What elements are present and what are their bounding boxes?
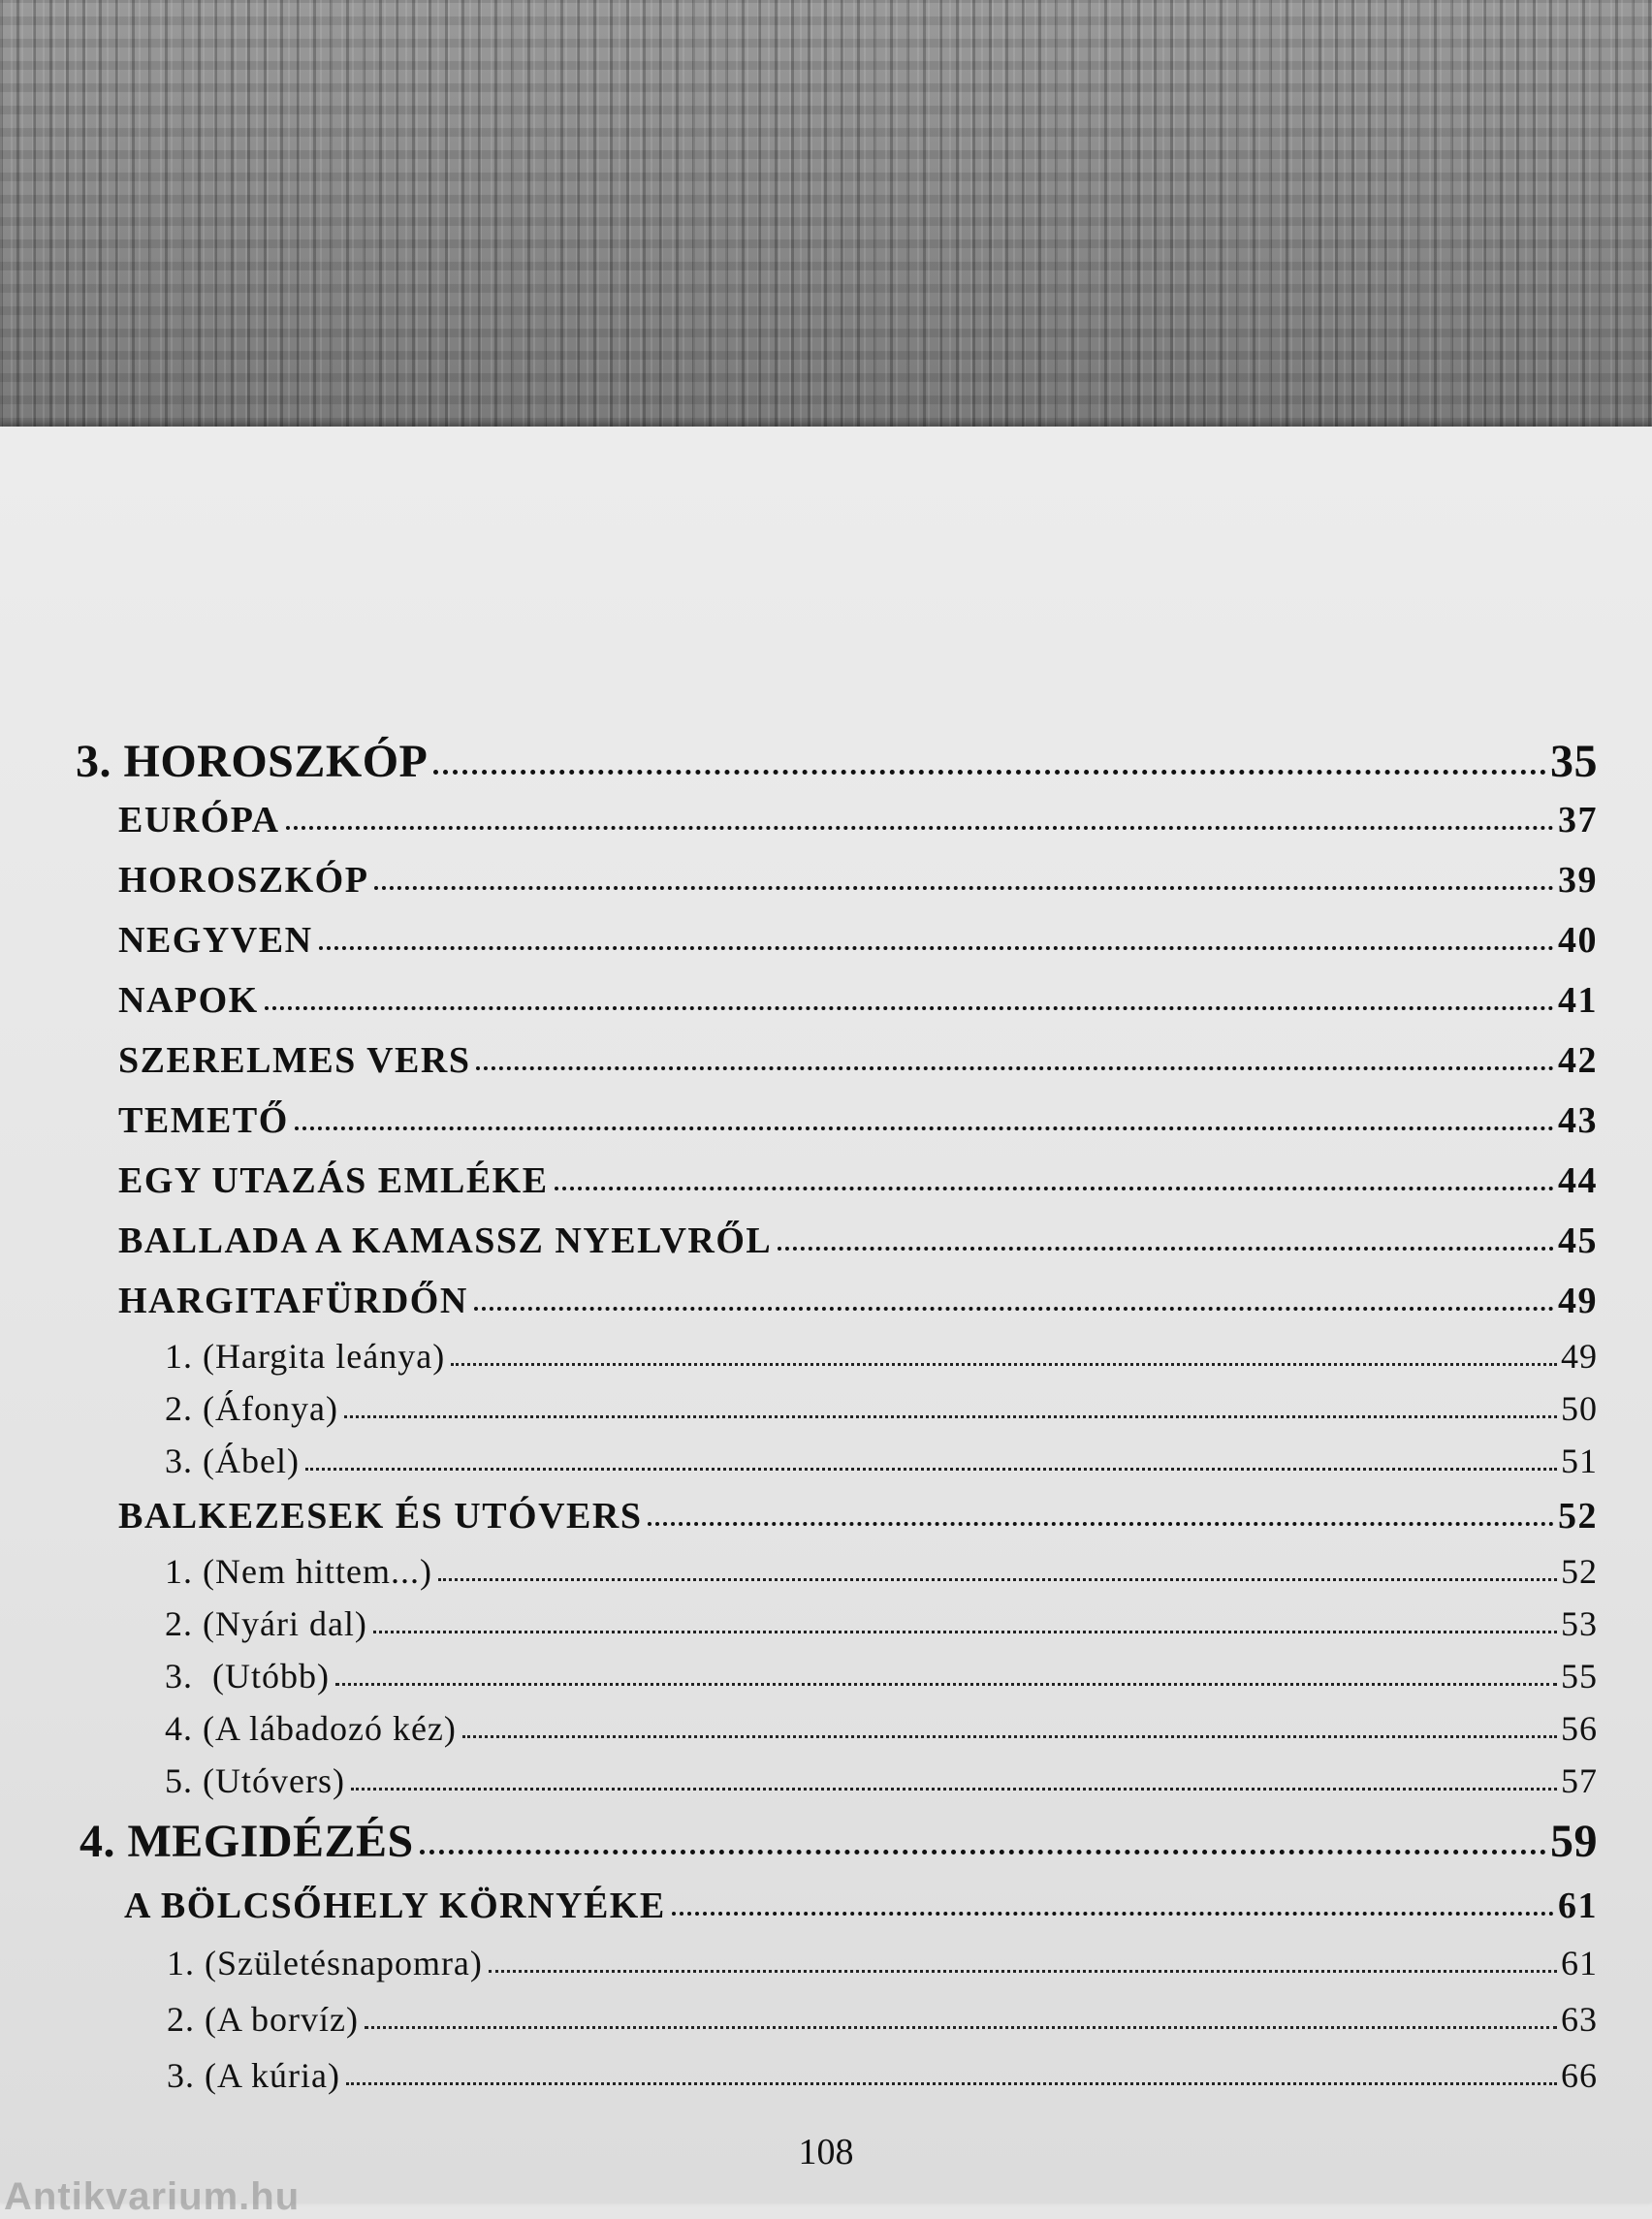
dot-leader bbox=[319, 946, 1554, 950]
toc-entry-title: SZERELMES VERS bbox=[118, 1040, 471, 1081]
toc-page-number: 66 bbox=[1561, 2056, 1598, 2095]
toc-entry-title: 3. (Ábel) bbox=[165, 1442, 300, 1480]
toc-page-number: 53 bbox=[1561, 1604, 1598, 1643]
toc-page-number: 52 bbox=[1561, 1552, 1598, 1591]
toc-entry-title: 2. (A borvíz) bbox=[167, 2000, 359, 2039]
dot-leader bbox=[438, 1578, 1557, 1581]
dot-leader bbox=[555, 1187, 1554, 1190]
toc-item bbox=[167, 2055, 1598, 2096]
toc-entry-title: EGY UTAZÁS EMLÉKE bbox=[118, 1160, 549, 1201]
toc-entry-title: 1. (Hargita leánya) bbox=[165, 1337, 446, 1376]
toc-page-number: 39 bbox=[1558, 860, 1598, 901]
dot-leader bbox=[474, 1307, 1554, 1311]
toc-page-number: 43 bbox=[1558, 1100, 1598, 1141]
dot-leader bbox=[778, 1247, 1554, 1251]
toc-section bbox=[118, 1220, 1598, 1262]
fabric-background bbox=[0, 0, 1652, 427]
toc-page-number: 55 bbox=[1561, 1657, 1598, 1696]
toc-page-number: 49 bbox=[1558, 1281, 1598, 1321]
dot-leader bbox=[462, 1735, 1557, 1738]
toc-item bbox=[167, 1999, 1598, 2040]
dot-leader bbox=[420, 1850, 1546, 1854]
toc-entry-title: 4. (A lábadozó kéz) bbox=[165, 1709, 457, 1748]
toc-page-number: 37 bbox=[1558, 800, 1598, 840]
toc-entry-title: HOROSZKÓP bbox=[118, 860, 369, 901]
toc-item bbox=[165, 1603, 1598, 1644]
dot-leader bbox=[489, 1970, 1557, 1973]
toc-item bbox=[165, 1656, 1598, 1696]
toc-entry-title: 2. (Áfonya) bbox=[165, 1389, 338, 1428]
toc-entry-title: TEMETŐ bbox=[118, 1100, 289, 1141]
dot-leader bbox=[373, 1631, 1557, 1633]
toc-chapter-3 bbox=[76, 735, 1598, 788]
dot-leader bbox=[335, 1683, 1557, 1686]
toc-section bbox=[118, 859, 1598, 902]
dot-leader bbox=[286, 826, 1554, 830]
toc-page-number: 63 bbox=[1561, 2000, 1598, 2039]
toc-item bbox=[165, 1760, 1598, 1801]
dot-leader bbox=[451, 1363, 1557, 1366]
toc-entry-title: BALLADA A KAMASSZ NYELVRŐL bbox=[118, 1220, 773, 1261]
dot-leader bbox=[351, 1788, 1557, 1791]
toc-entry-title: 4. MEGIDÉZÉS bbox=[79, 1816, 414, 1867]
toc-page-number: 52 bbox=[1558, 1496, 1598, 1537]
toc-page-number: 50 bbox=[1561, 1389, 1598, 1428]
toc-page-number: 59 bbox=[1550, 1816, 1598, 1867]
toc-section bbox=[118, 919, 1598, 962]
toc-item bbox=[165, 1708, 1598, 1749]
toc-item bbox=[165, 1336, 1598, 1377]
toc-entry-title: EURÓPA bbox=[118, 800, 280, 840]
toc-page-number: 40 bbox=[1558, 920, 1598, 961]
toc-page-number: 61 bbox=[1558, 1886, 1598, 1926]
toc-page-number: 57 bbox=[1561, 1761, 1598, 1800]
toc-page-number: 61 bbox=[1561, 1944, 1598, 1982]
toc-entry-title: 3. HOROSZKÓP bbox=[76, 736, 429, 787]
toc-page-number: 35 bbox=[1550, 736, 1598, 787]
dot-leader bbox=[344, 1415, 1557, 1418]
toc-entry-title: BALKEZESEK ÉS UTÓVERS bbox=[118, 1496, 643, 1537]
toc-item bbox=[165, 1441, 1598, 1481]
toc-section bbox=[118, 799, 1598, 841]
toc-chapter-4 bbox=[79, 1815, 1598, 1868]
toc-item bbox=[165, 1551, 1598, 1592]
book-page bbox=[0, 427, 1652, 2218]
toc-section bbox=[118, 1099, 1598, 1142]
dot-leader bbox=[365, 2026, 1557, 2029]
toc-page-number: 45 bbox=[1558, 1220, 1598, 1261]
toc-item bbox=[165, 1388, 1598, 1429]
toc-page-number: 56 bbox=[1561, 1709, 1598, 1748]
toc-page-number: 42 bbox=[1558, 1040, 1598, 1081]
table-of-contents bbox=[0, 427, 1652, 2203]
toc-entry-title: 5. (Utóvers) bbox=[165, 1761, 345, 1800]
dot-leader bbox=[476, 1066, 1554, 1070]
toc-entry-title: NAPOK bbox=[118, 980, 259, 1021]
toc-entry-title: 2. (Nyári dal) bbox=[165, 1604, 367, 1643]
dot-leader bbox=[265, 1006, 1554, 1010]
toc-section bbox=[118, 1280, 1598, 1322]
toc-entry-title: NEGYVEN bbox=[118, 920, 313, 961]
toc-page-number: 41 bbox=[1558, 980, 1598, 1021]
toc-entry-title: 3. (A kúria) bbox=[167, 2056, 340, 2095]
toc-page-number: 51 bbox=[1561, 1442, 1598, 1480]
toc-section bbox=[118, 1495, 1598, 1537]
dot-leader bbox=[433, 770, 1546, 775]
dot-leader bbox=[374, 886, 1554, 890]
toc-section bbox=[118, 1039, 1598, 1082]
dot-leader bbox=[672, 1912, 1554, 1916]
dot-leader bbox=[648, 1522, 1554, 1526]
toc-entry-title: 1. (Nem hittem...) bbox=[165, 1552, 432, 1591]
dot-leader bbox=[305, 1468, 1557, 1471]
toc-entry-title: A BÖLCSŐHELY KÖRNYÉKE bbox=[124, 1886, 666, 1926]
toc-page-number: 44 bbox=[1558, 1160, 1598, 1201]
dot-leader bbox=[346, 2082, 1557, 2085]
toc-section bbox=[118, 979, 1598, 1022]
toc-section bbox=[124, 1885, 1598, 1927]
page-number: 108 bbox=[798, 2132, 854, 2172]
watermark-logo: Antikvarium.hu bbox=[4, 2175, 301, 2218]
toc-item bbox=[167, 1943, 1598, 1983]
toc-page-number: 49 bbox=[1561, 1337, 1598, 1376]
toc-entry-title: 1. (Születésnapomra) bbox=[167, 1944, 483, 1982]
toc-entry-title: 3. (Utóbb) bbox=[165, 1657, 330, 1696]
toc-section bbox=[118, 1159, 1598, 1202]
toc-entry-title: HARGITAFÜRDŐN bbox=[118, 1281, 468, 1321]
dot-leader bbox=[295, 1126, 1554, 1130]
